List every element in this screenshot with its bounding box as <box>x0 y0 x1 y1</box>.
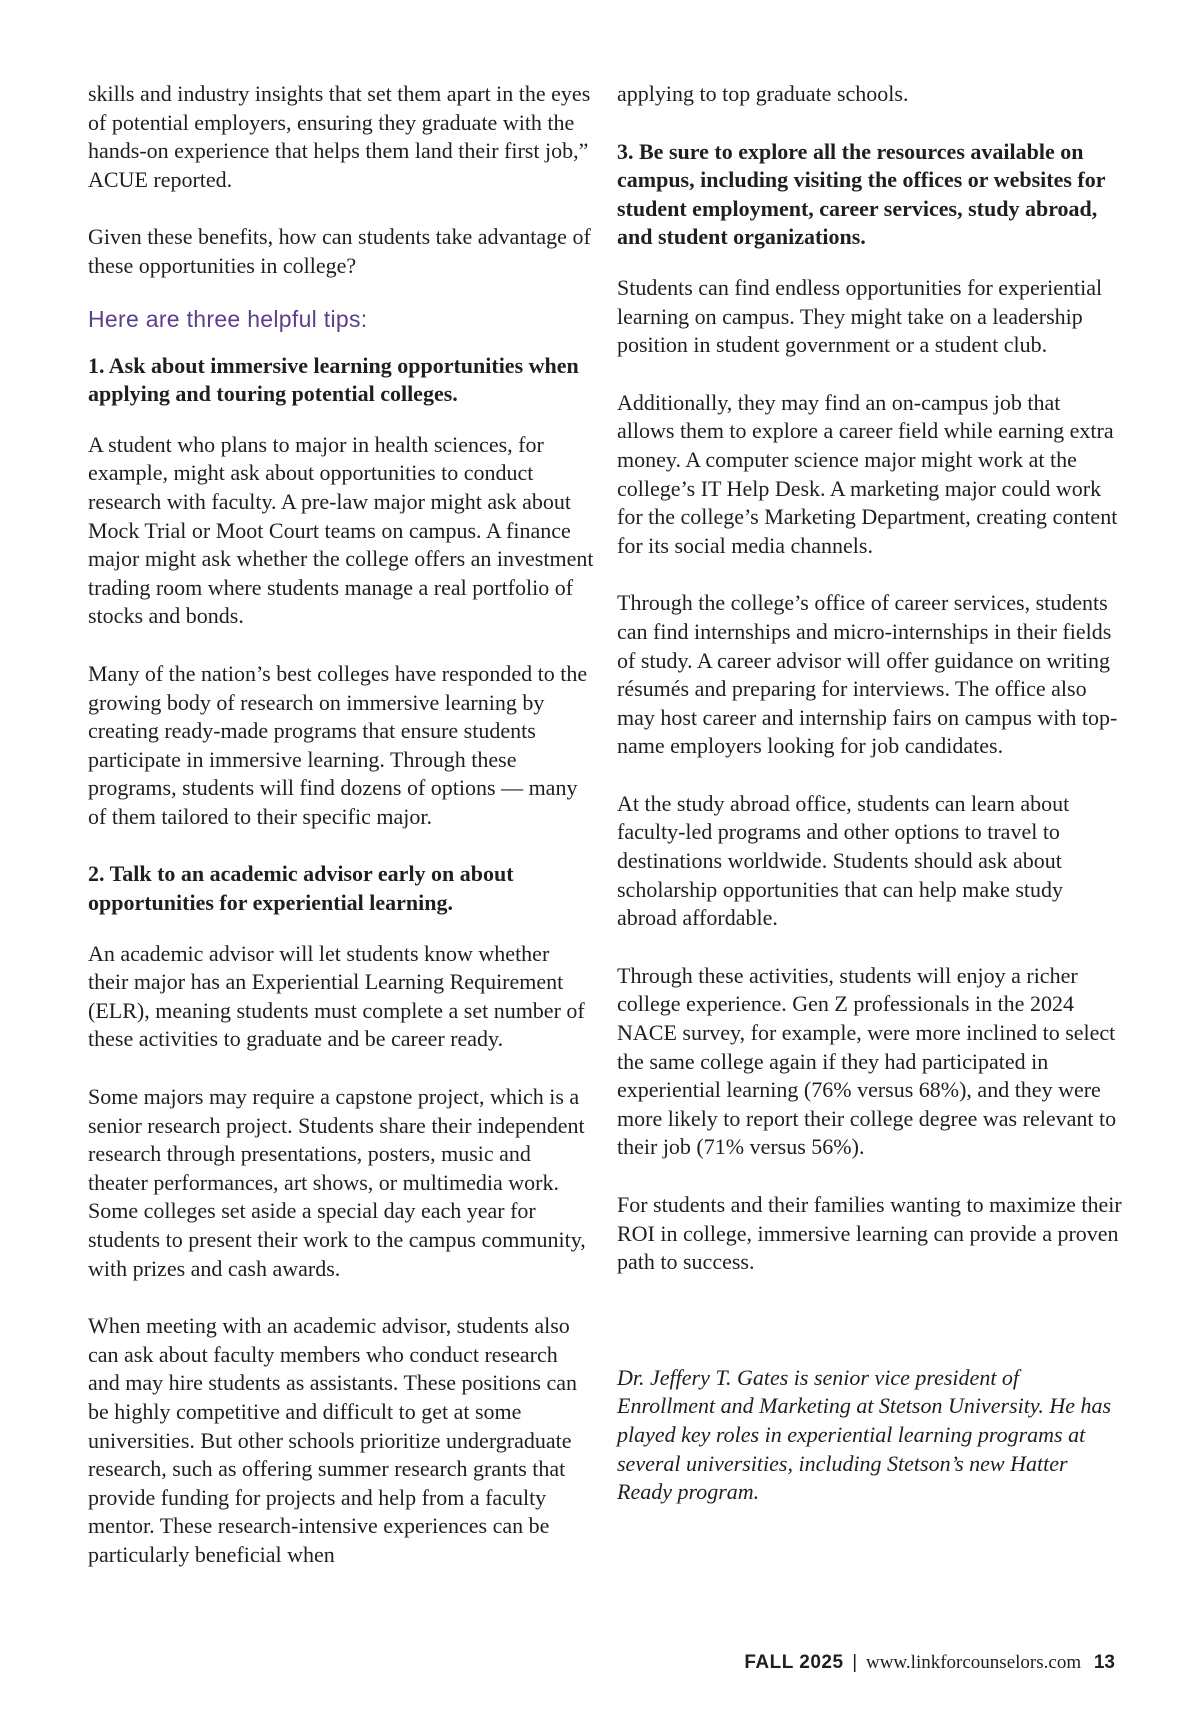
page-number: 13 <box>1093 1652 1115 1673</box>
intro-continuation-paragraph: skills and industry insights that set them apart in the eyes of potential employers, ensuring they graduate with the hands-on experience that helps them land their first job,” ACUE reported. <box>88 81 591 192</box>
conclusion-paragraph: For students and their families wanting to maximize their ROI in college, immersive learning can provide a proven path to success. <box>617 1192 1122 1275</box>
tip-2-capstone-paragraph: Some majors may require a capstone project, which is a senior research project. Students share their independent research through presentations, posters, music and theater performances, art shows, or multimedia work. Some colleges set aside a special day each year for students to present their work to the campus community, with prizes and cash awards. <box>88 1084 586 1281</box>
study-abroad-paragraph: At the study abroad office, students can learn about faculty-led programs and other options to travel to destinations worldwide. Students should ask about scholarship opportunities that can help make study abroad affordable. <box>617 790 1070 931</box>
tip-1-heading: 1. Ask about immersive learning opportunities when applying and touring potential colleges. <box>88 352 579 407</box>
tip-2-heading: 2. Talk to an academic advisor early on about opportunities for experiential learning. <box>88 861 514 916</box>
question-paragraph: Given these benefits, how can students take advantage of these opportunities in college? <box>88 224 591 278</box>
tip-3-heading: 3. Be sure to explore all the resources available on campus, including visiting the offices or websites for student employment, career services, study abroad, and student organizations. <box>617 138 1106 250</box>
tip-1-programs-paragraph: Many of the nation’s best colleges have responded to the growing body of research on immersive learning by creating ready-made programs that ensure students participate in immersive learning. Through these programs, students will find dozens of options — many of them tailored to their specific major. <box>88 660 588 829</box>
footer-separator: | <box>852 1652 858 1673</box>
continued-paragraph: applying to top graduate schools. <box>617 81 909 106</box>
left-column <box>88 80 595 1599</box>
tips-heading: Here are three helpful tips: <box>88 305 368 332</box>
on-campus-jobs-paragraph: Additionally, they may find an on-campus job that allows them to explore a career field while earning extra money. A computer science major might work at the college’s IT Help Desk. A marketing major could work for the college’s Marketing Department, creating content for its social media channels. <box>617 389 1118 558</box>
survey-paragraph: Through these activities, students will enjoy a richer college experience. Gen Z professionals in the 2024 NACE survey, for example, were more inclined to select the same college again if they had participated in experiential learning (76% versus 68%), and they were more likely to report their college degree was relevant to their job (71% versus 56%). <box>617 962 1117 1160</box>
issue-season: FALL 2025 <box>744 1652 844 1673</box>
website-url[interactable]: www.linkforcounselors.com <box>865 1652 1082 1673</box>
page-footer <box>744 1652 1115 1674</box>
campus-opportunities-paragraph: Students can find endless opportunities for experiential learning on campus. They might take on a leadership position in student government or a student club. <box>617 274 1103 358</box>
tip-1-example-paragraph: A student who plans to major in health sciences, for example, might ask about opportunities to conduct research with faculty. A pre-law major might ask about Mock Trial or Moot Court teams on campus. A finance major might ask whether the college offers an investment trading room where students manage a real portfolio of stocks and bonds. <box>88 431 594 629</box>
author-bio: Dr. Jeffery T. Gates is senior vice president of Enrollment and Marketing at Stetson University. He has played key roles in experiential learning programs at several universities, including Stetson’s new Hatter Ready program. <box>617 1364 1112 1505</box>
tip-2-research-paragraph: When meeting with an academic advisor, students also can ask about faculty members who conduct research and may hire students as assistants. These positions can be highly competitive and difficult to get at some universities. But other schools prioritize undergraduate research, such as offering summer research grants that provide funding for projects and help from a faculty mentor. These research-intensive experiences can be particularly beneficial when <box>88 1313 578 1567</box>
tip-2-elr-paragraph: An academic advisor will let students know whether their major has an Experiential Learning Requirement (ELR), meaning students must complete a set number of these activities to graduate and be career ready. <box>88 940 585 1052</box>
career-services-paragraph: Through the college’s office of career services, students can find internships and micro-internships in their fields of study. A career advisor will offer guidance on writing résumés and preparing for interviews. The office also may host career and internship fairs on campus with top-name employers looking for job candidates. <box>617 590 1118 759</box>
right-column <box>617 80 1122 1536</box>
